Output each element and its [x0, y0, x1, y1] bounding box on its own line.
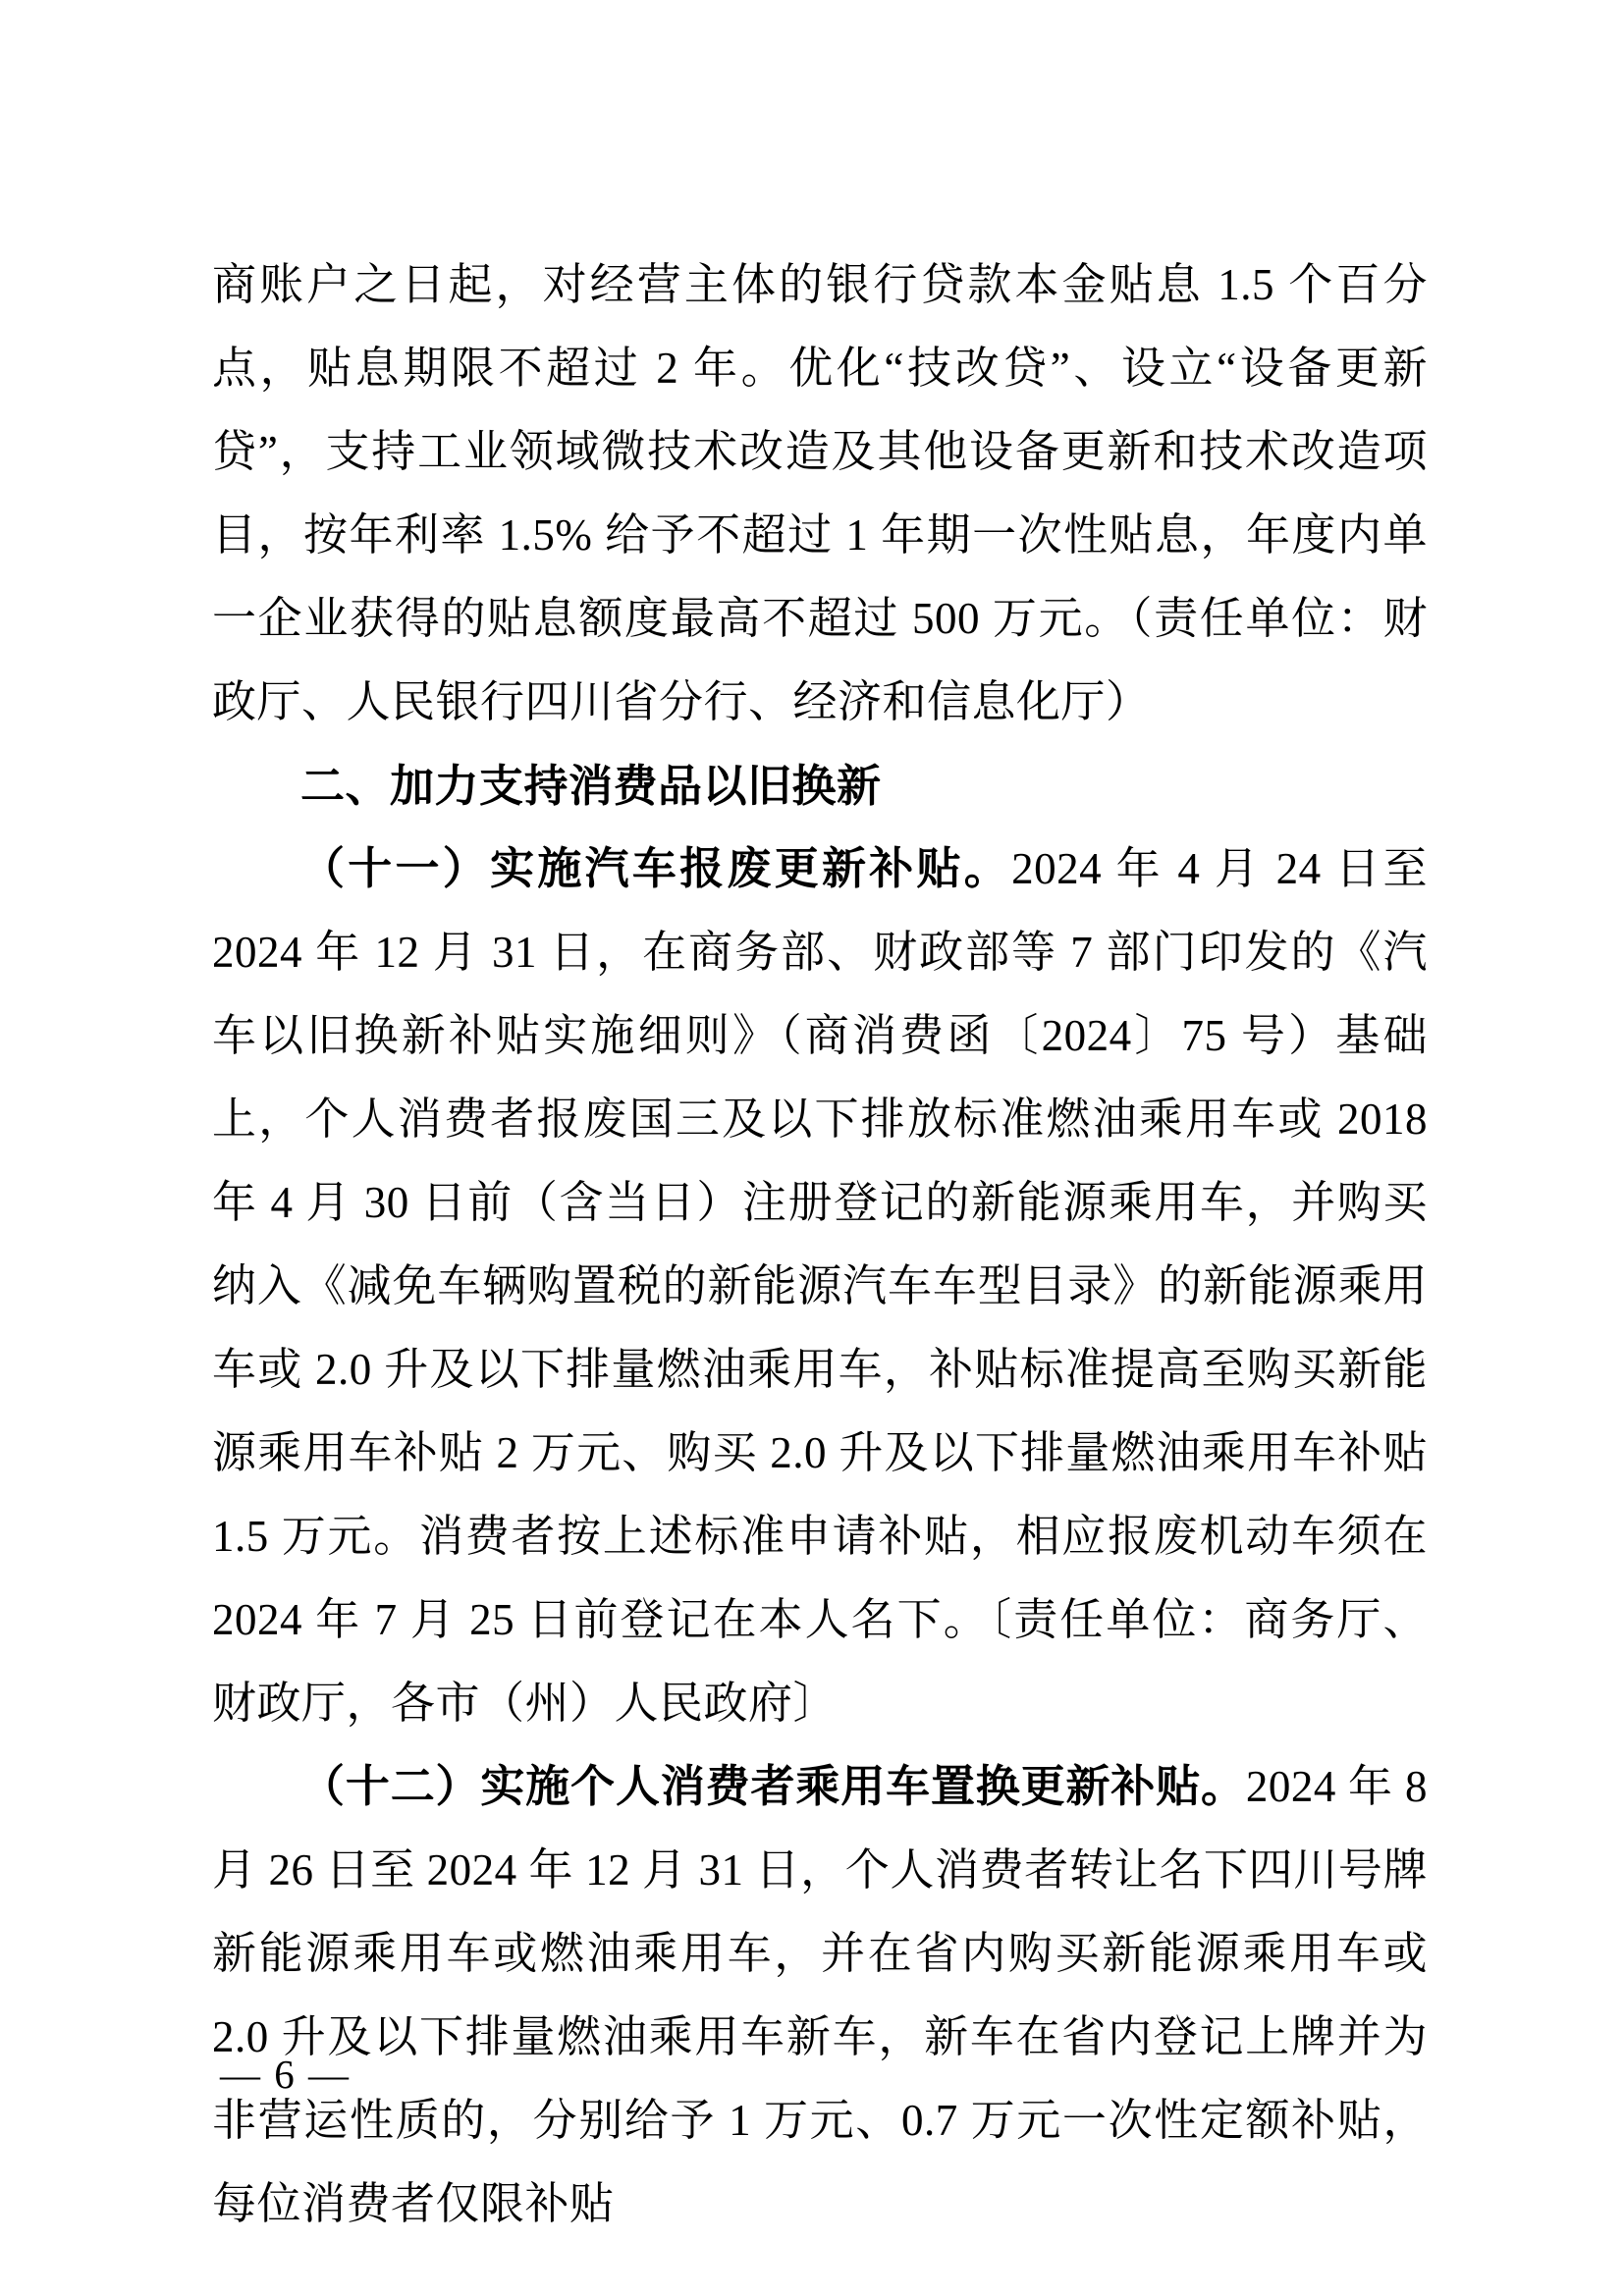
item-11-body: 2024 年 4 月 24 日至 2024 年 12 月 31 日，在商务部、财政部等 7 部门印发的《汽车以旧换新补贴实施细则》（商消费函〔2024〕75 号）基础上，个人消费者报废国三及以下排放标准燃油乘用车或 2018 年 4 月 30 日前（含当日）注册登记的新能源乘用车，并购买纳入《减免车辆购置税的新能源汽车车型目录》的新能源乘用车或 2.0 升及以下排量燃油乘用车，补贴标准提高至购买新能源乘用车补贴 2 万元、购买 2.0 升及以下排量燃油乘用车补贴 1.5 万元。消费者按上述标准申请补贴，相应报废机动车须在 2024 年 7 月 25 日前登记在本人名下。〔责任单位：商务厅、财政厅，各市（州）人民政府〕 [212, 844, 1428, 1728]
document-body [212, 243, 1428, 2246]
item-12-paragraph [212, 1745, 1428, 2246]
page-number: — 6 — [220, 2052, 351, 2097]
item-12-body: 2024 年 8 月 26 日至 2024 年 12 月 31 日，个人消费者转让名下四川号牌新能源乘用车或燃油乘用车，并在省内购买新能源乘用车或 2.0 升及以下排量燃油乘用车新车，新车在省内登记上牌并为非营运性质的，分别给予 1 万元、0.7 万元一次性定额补贴，每位消费者仅限补贴 [212, 1762, 1428, 2228]
item-12-lead: （十二）实施个人消费者乘用车置换更新补贴。 [300, 1762, 1246, 1811]
item-11-paragraph [212, 828, 1428, 1745]
continuation-paragraph: 商账户之日起，对经营主体的银行贷款本金贴息 1.5 个百分点，贴息期限不超过 2 年。优化“技改贷”、设立“设备更新贷”，支持工业领域微技术改造及其他设备更新和技术改造项目，按年利率 1.5% 给予不超过 1 年期一次性贴息，年度内单一企业获得的贴息额度最高不超过 500 万元。（责任单位：财政厅、人民银行四川省分行、经济和信息化厅） [212, 260, 1428, 726]
item-11-lead: （十一）实施汽车报废更新补贴。 [300, 844, 1012, 893]
section-heading: 二、加力支持消费品以旧换新 [300, 761, 882, 811]
